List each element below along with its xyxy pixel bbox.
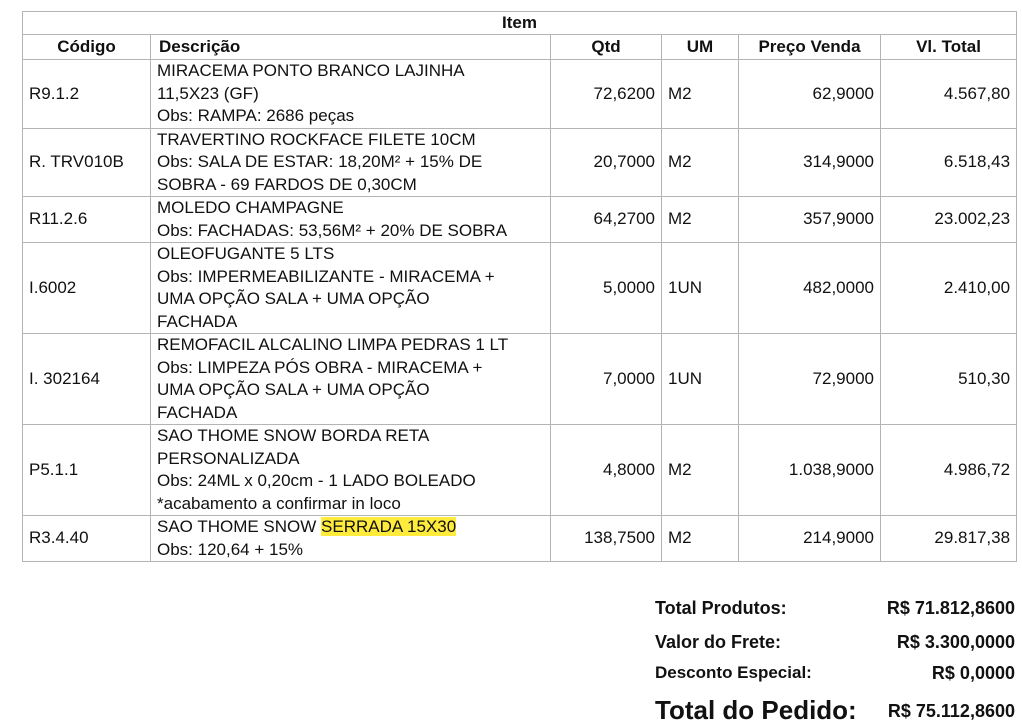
cell-qtd: 7,0000 bbox=[551, 334, 662, 425]
cell-vl-total: 4.567,80 bbox=[881, 60, 1017, 129]
cell-preco-venda: 62,9000 bbox=[739, 60, 881, 129]
desc-line: Obs: 120,64 + 15% bbox=[157, 539, 304, 559]
cell-codigo: I. 302164 bbox=[23, 334, 151, 425]
cell-um: M2 bbox=[662, 197, 739, 243]
cell-descricao bbox=[151, 60, 551, 129]
table-title-row bbox=[23, 12, 1017, 35]
cell-descricao bbox=[151, 334, 551, 425]
desc-line: Obs: IMPERMEABILIZANTE - MIRACEMA + bbox=[157, 266, 495, 286]
table-row bbox=[23, 334, 1017, 425]
cell-vl-total: 6.518,43 bbox=[881, 128, 1017, 197]
desc-line: UMA OPÇÃO SALA + UMA OPÇÃO bbox=[157, 289, 430, 308]
highlighted-text: SERRADA 15X30 bbox=[321, 517, 457, 536]
cell-codigo: R. TRV010B bbox=[23, 128, 151, 197]
desc-line: Obs: LIMPEZA PÓS OBRA - MIRACEMA + bbox=[157, 357, 483, 377]
cell-vl-total: 2.410,00 bbox=[881, 243, 1017, 334]
desc-line: TRAVERTINO ROCKFACE FILETE 10CM bbox=[157, 129, 476, 149]
table-title: Item bbox=[23, 12, 1017, 35]
table-row bbox=[23, 128, 1017, 197]
desc-line: SOBRA - 69 FARDOS DE 0,30CM bbox=[157, 174, 417, 194]
cell-preco-venda: 482,0000 bbox=[739, 243, 881, 334]
table-row bbox=[23, 243, 1017, 334]
cell-um: 1UN bbox=[662, 334, 739, 425]
cell-um: M2 bbox=[662, 425, 739, 516]
cell-codigo: I.6002 bbox=[23, 243, 151, 334]
cell-um: 1UN bbox=[662, 243, 739, 334]
cell-um: M2 bbox=[662, 516, 739, 562]
desc-line: FACHADA bbox=[157, 311, 238, 331]
cell-vl-total: 4.986,72 bbox=[881, 425, 1017, 516]
total-produtos-label: Total Produtos: bbox=[655, 598, 787, 618]
desconto-especial-value: R$ 0,0000 bbox=[931, 663, 1015, 683]
table-row bbox=[23, 516, 1017, 562]
desc-line: REMOFACIL ALCALINO LIMPA PEDRAS 1 LT bbox=[157, 335, 509, 354]
cell-preco-venda: 1.038,9000 bbox=[739, 425, 881, 516]
valor-frete-label: Valor do Frete: bbox=[655, 632, 782, 652]
desc-line: FACHADA bbox=[157, 402, 238, 422]
header-qtd: Qtd bbox=[551, 35, 662, 60]
total-pedido-row bbox=[655, 695, 1015, 727]
desc-line: UMA OPÇÃO SALA + UMA OPÇÃO bbox=[157, 380, 430, 399]
cell-um: M2 bbox=[662, 128, 739, 197]
total-produtos-row bbox=[655, 598, 1015, 622]
desc-text: SAO THOME SNOW bbox=[157, 517, 322, 536]
desc-line: Obs: SALA DE ESTAR: 18,20M² + 15% DE bbox=[157, 152, 483, 171]
cell-codigo: R9.1.2 bbox=[23, 60, 151, 129]
desconto-especial-row bbox=[655, 663, 1015, 687]
cell-codigo: R3.4.40 bbox=[23, 516, 151, 562]
total-pedido-value: R$ 75.112,8600 bbox=[887, 701, 1015, 721]
desconto-especial-label: Desconto Especial: bbox=[655, 663, 812, 682]
cell-qtd: 138,7500 bbox=[551, 516, 662, 562]
desc-line: OLEOFUGANTE 5 LTS bbox=[157, 244, 335, 263]
header-row bbox=[23, 35, 1017, 60]
cell-descricao bbox=[151, 243, 551, 334]
items-table bbox=[22, 11, 1017, 562]
cell-preco-venda: 214,9000 bbox=[739, 516, 881, 562]
cell-descricao bbox=[151, 425, 551, 516]
desc-line: *acabamento a confirmar in loco bbox=[157, 493, 401, 513]
total-produtos-value: R$ 71.812,8600 bbox=[886, 598, 1015, 618]
header-codigo: Código bbox=[23, 35, 151, 60]
cell-codigo: P5.1.1 bbox=[23, 425, 151, 516]
cell-qtd: 72,6200 bbox=[551, 60, 662, 129]
cell-qtd: 4,8000 bbox=[551, 425, 662, 516]
cell-qtd: 5,0000 bbox=[551, 243, 662, 334]
cell-descricao bbox=[151, 516, 551, 562]
valor-frete-row bbox=[655, 632, 1015, 656]
header-um: UM bbox=[662, 35, 739, 60]
desc-line: Obs: 24ML x 0,20cm - 1 LADO BOLEADO bbox=[157, 471, 476, 490]
cell-descricao bbox=[151, 128, 551, 197]
cell-vl-total: 29.817,38 bbox=[881, 516, 1017, 562]
cell-preco-venda: 357,9000 bbox=[739, 197, 881, 243]
cell-qtd: 64,2700 bbox=[551, 197, 662, 243]
table-row bbox=[23, 425, 1017, 516]
cell-preco-venda: 314,9000 bbox=[739, 128, 881, 197]
header-preco-venda: Preço Venda bbox=[739, 35, 881, 60]
cell-codigo: R11.2.6 bbox=[23, 197, 151, 243]
cell-vl-total: 23.002,23 bbox=[881, 197, 1017, 243]
desc-line bbox=[157, 516, 544, 539]
desc-line: MOLEDO CHAMPAGNE bbox=[157, 198, 344, 217]
valor-frete-value: R$ 3.300,0000 bbox=[896, 632, 1015, 652]
table-row bbox=[23, 60, 1017, 129]
cell-vl-total: 510,30 bbox=[881, 334, 1017, 425]
desc-line: MIRACEMA PONTO BRANCO LAJINHA bbox=[157, 61, 465, 80]
cell-qtd: 20,7000 bbox=[551, 128, 662, 197]
cell-preco-venda: 72,9000 bbox=[739, 334, 881, 425]
table-row bbox=[23, 197, 1017, 243]
desc-line: SAO THOME SNOW BORDA RETA bbox=[157, 426, 430, 445]
total-pedido-label: Total do Pedido: bbox=[655, 695, 857, 725]
header-descricao: Descrição bbox=[151, 35, 551, 60]
desc-line: Obs: FACHADAS: 53,56M² + 20% DE SOBRA bbox=[157, 220, 508, 240]
desc-line: 11,5X23 (GF) bbox=[157, 83, 259, 103]
header-vl-total: Vl. Total bbox=[881, 35, 1017, 60]
cell-descricao bbox=[151, 197, 551, 243]
desc-line: PERSONALIZADA bbox=[157, 448, 300, 468]
cell-um: M2 bbox=[662, 60, 739, 129]
desc-line: Obs: RAMPA: 2686 peças bbox=[157, 106, 355, 125]
